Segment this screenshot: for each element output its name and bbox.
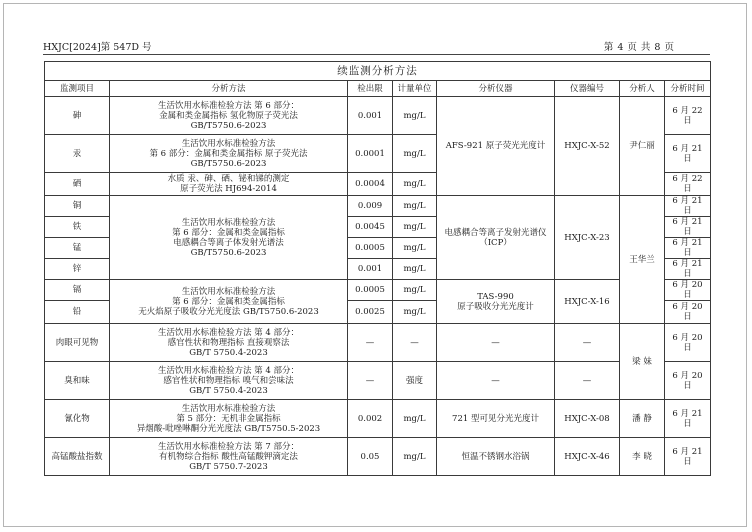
instrument-cell: 电感耦合等离子发射光谱仪 （ICP）	[437, 196, 555, 280]
col-header-analyst: 分析人	[620, 81, 665, 97]
unit-cell: 强度	[393, 362, 437, 400]
unit-cell: mg/L	[393, 400, 437, 438]
unit-cell: mg/L	[393, 97, 437, 135]
date-cell: 6 月 21 日	[665, 135, 711, 173]
item-cell: 肉眼可见物	[45, 324, 110, 362]
instrument-cell: AFS-921 原子荧光光度计	[437, 97, 555, 196]
date-cell: 6 月 20 日	[665, 324, 711, 362]
unit-cell: mg/L	[393, 280, 437, 301]
analyst-cell: 潘 静	[620, 400, 665, 438]
limit-cell: —	[348, 362, 393, 400]
col-header-unit: 计量单位	[393, 81, 437, 97]
instrument-no-cell: HXJC-X-08	[555, 400, 620, 438]
method-cell: 生活饮用水标准检验方法 第 6 部分：金属和类金属指标 无火焰原子吸收分光光度法 GB/T5750.6-2023	[110, 280, 348, 324]
table-row	[45, 280, 711, 301]
limit-cell: 0.002	[348, 400, 393, 438]
date-cell: 6 月 22 日	[665, 97, 711, 135]
instrument-no-cell: HXJC-X-46	[555, 438, 620, 476]
instrument-no-cell: —	[555, 362, 620, 400]
item-cell: 硒	[45, 173, 110, 196]
limit-cell: 0.0005	[348, 238, 393, 259]
col-header-method: 分析方法	[110, 81, 348, 97]
date-cell: 6 月 21 日	[665, 238, 711, 259]
date-cell: 6 月 21 日	[665, 196, 711, 217]
date-cell: 6 月 21 日	[665, 438, 711, 476]
limit-cell: 0.0004	[348, 173, 393, 196]
limit-cell: 0.009	[348, 196, 393, 217]
col-header-instrument: 分析仪器	[437, 81, 555, 97]
method-cell: 生活饮用水标准检验方法 第 4 部分： 感官性状和物理指标 直接观察法 GB/T 5750.4-2023	[110, 324, 348, 362]
instrument-cell: —	[437, 324, 555, 362]
unit-cell: mg/L	[393, 135, 437, 173]
item-cell: 铅	[45, 301, 110, 324]
method-cell: 生活饮用水标准检验方法 第 6 部分：金属和类金属指标 原子荧光法 GB/T5750.6-2023	[110, 135, 348, 173]
method-cell: 生活饮用水标准检验方法 第 4 部分： 感官性状和物理指标 嗅气和尝味法 GB/T 5750.4-2023	[110, 362, 348, 400]
col-header-instrument-no: 仪器编号	[555, 81, 620, 97]
item-cell: 锰	[45, 238, 110, 259]
analyst-cell: 李 晓	[620, 438, 665, 476]
table-row	[45, 324, 711, 362]
unit-cell: mg/L	[393, 217, 437, 238]
method-cell: 生活饮用水标准检验方法 第 7 部分： 有机物综合指标 酸性高锰酸钾滴定法 GB/T 5750.7-2023	[110, 438, 348, 476]
unit-cell: mg/L	[393, 259, 437, 280]
instrument-cell: 721 型可见分光光度计	[437, 400, 555, 438]
item-cell: 镉	[45, 280, 110, 301]
method-cell: 生活饮用水标准检验方法 第 5 部分：无机非金属指标 异烟酸-吡唑啉酮分光光度法 GB/T5750.5-2023	[110, 400, 348, 438]
unit-cell: —	[393, 324, 437, 362]
item-cell: 氰化物	[45, 400, 110, 438]
method-cell: 水质 汞、砷、硒、铋和锑的测定 原子荧光法 HJ694-2014	[110, 173, 348, 196]
unit-cell: mg/L	[393, 301, 437, 324]
instrument-no-cell: HXJC-X-52	[555, 97, 620, 196]
report-number: HXJC[2024]第 547D 号	[43, 42, 152, 53]
header-row	[45, 81, 711, 97]
date-cell: 6 月 20 日	[665, 362, 711, 400]
unit-cell: mg/L	[393, 196, 437, 217]
instrument-cell: 恒温不锈钢水浴锅	[437, 438, 555, 476]
col-header-item: 监测项目	[45, 81, 110, 97]
method-cell: 生活饮用水标准检验方法 第 6 部分：金属和类金属指标 电感耦合等离子体发射光谱法 GB/T5750.6-2023	[110, 196, 348, 280]
page-info: 第 4 页 共 8 页	[603, 42, 674, 53]
limit-cell: 0.001	[348, 97, 393, 135]
instrument-no-cell: HXJC-X-16	[555, 280, 620, 324]
analyst-cell: 王华兰	[620, 196, 665, 324]
method-cell: 生活饮用水标准检验方法 第 6 部分： 金属和类金属指标 氢化物原子荧光法 GB/T5750.6-2023	[110, 97, 348, 135]
item-cell: 铁	[45, 217, 110, 238]
col-header-date: 分析时间	[665, 81, 711, 97]
limit-cell: 0.0025	[348, 301, 393, 324]
date-cell: 6 月 21 日	[665, 400, 711, 438]
limit-cell: 0.0005	[348, 280, 393, 301]
item-cell: 锌	[45, 259, 110, 280]
col-header-limit: 检出限	[348, 81, 393, 97]
instrument-cell: —	[437, 362, 555, 400]
date-cell: 6 月 21 日	[665, 259, 711, 280]
table-title: 续监测分析方法	[45, 62, 711, 81]
limit-cell: 0.001	[348, 259, 393, 280]
header-rule	[43, 54, 710, 55]
instrument-no-cell: HXJC-X-23	[555, 196, 620, 280]
item-cell: 铜	[45, 196, 110, 217]
instrument-cell: TAS-990 原子吸收分光光度计	[437, 280, 555, 324]
table-row	[45, 362, 711, 400]
limit-cell: 0.05	[348, 438, 393, 476]
item-cell: 砷	[45, 97, 110, 135]
limit-cell: —	[348, 324, 393, 362]
unit-cell: mg/L	[393, 438, 437, 476]
instrument-no-cell: —	[555, 324, 620, 362]
analyst-cell: 梁 妹	[620, 324, 665, 400]
table-row	[45, 438, 711, 476]
item-cell: 汞	[45, 135, 110, 173]
date-cell: 6 月 20 日	[665, 280, 711, 301]
table-row	[45, 400, 711, 438]
unit-cell: mg/L	[393, 238, 437, 259]
item-cell: 高锰酸盐指数	[45, 438, 110, 476]
item-cell: 臭和味	[45, 362, 110, 400]
date-cell: 6 月 20 日	[665, 301, 711, 324]
limit-cell: 0.0045	[348, 217, 393, 238]
unit-cell: mg/L	[393, 173, 437, 196]
table-row	[45, 97, 711, 135]
analysis-method-table	[44, 61, 711, 476]
limit-cell: 0.0001	[348, 135, 393, 173]
table-row	[45, 196, 711, 217]
analyst-cell: 尹仁丽	[620, 97, 665, 196]
date-cell: 6 月 21 日	[665, 217, 711, 238]
date-cell: 6 月 22 日	[665, 173, 711, 196]
